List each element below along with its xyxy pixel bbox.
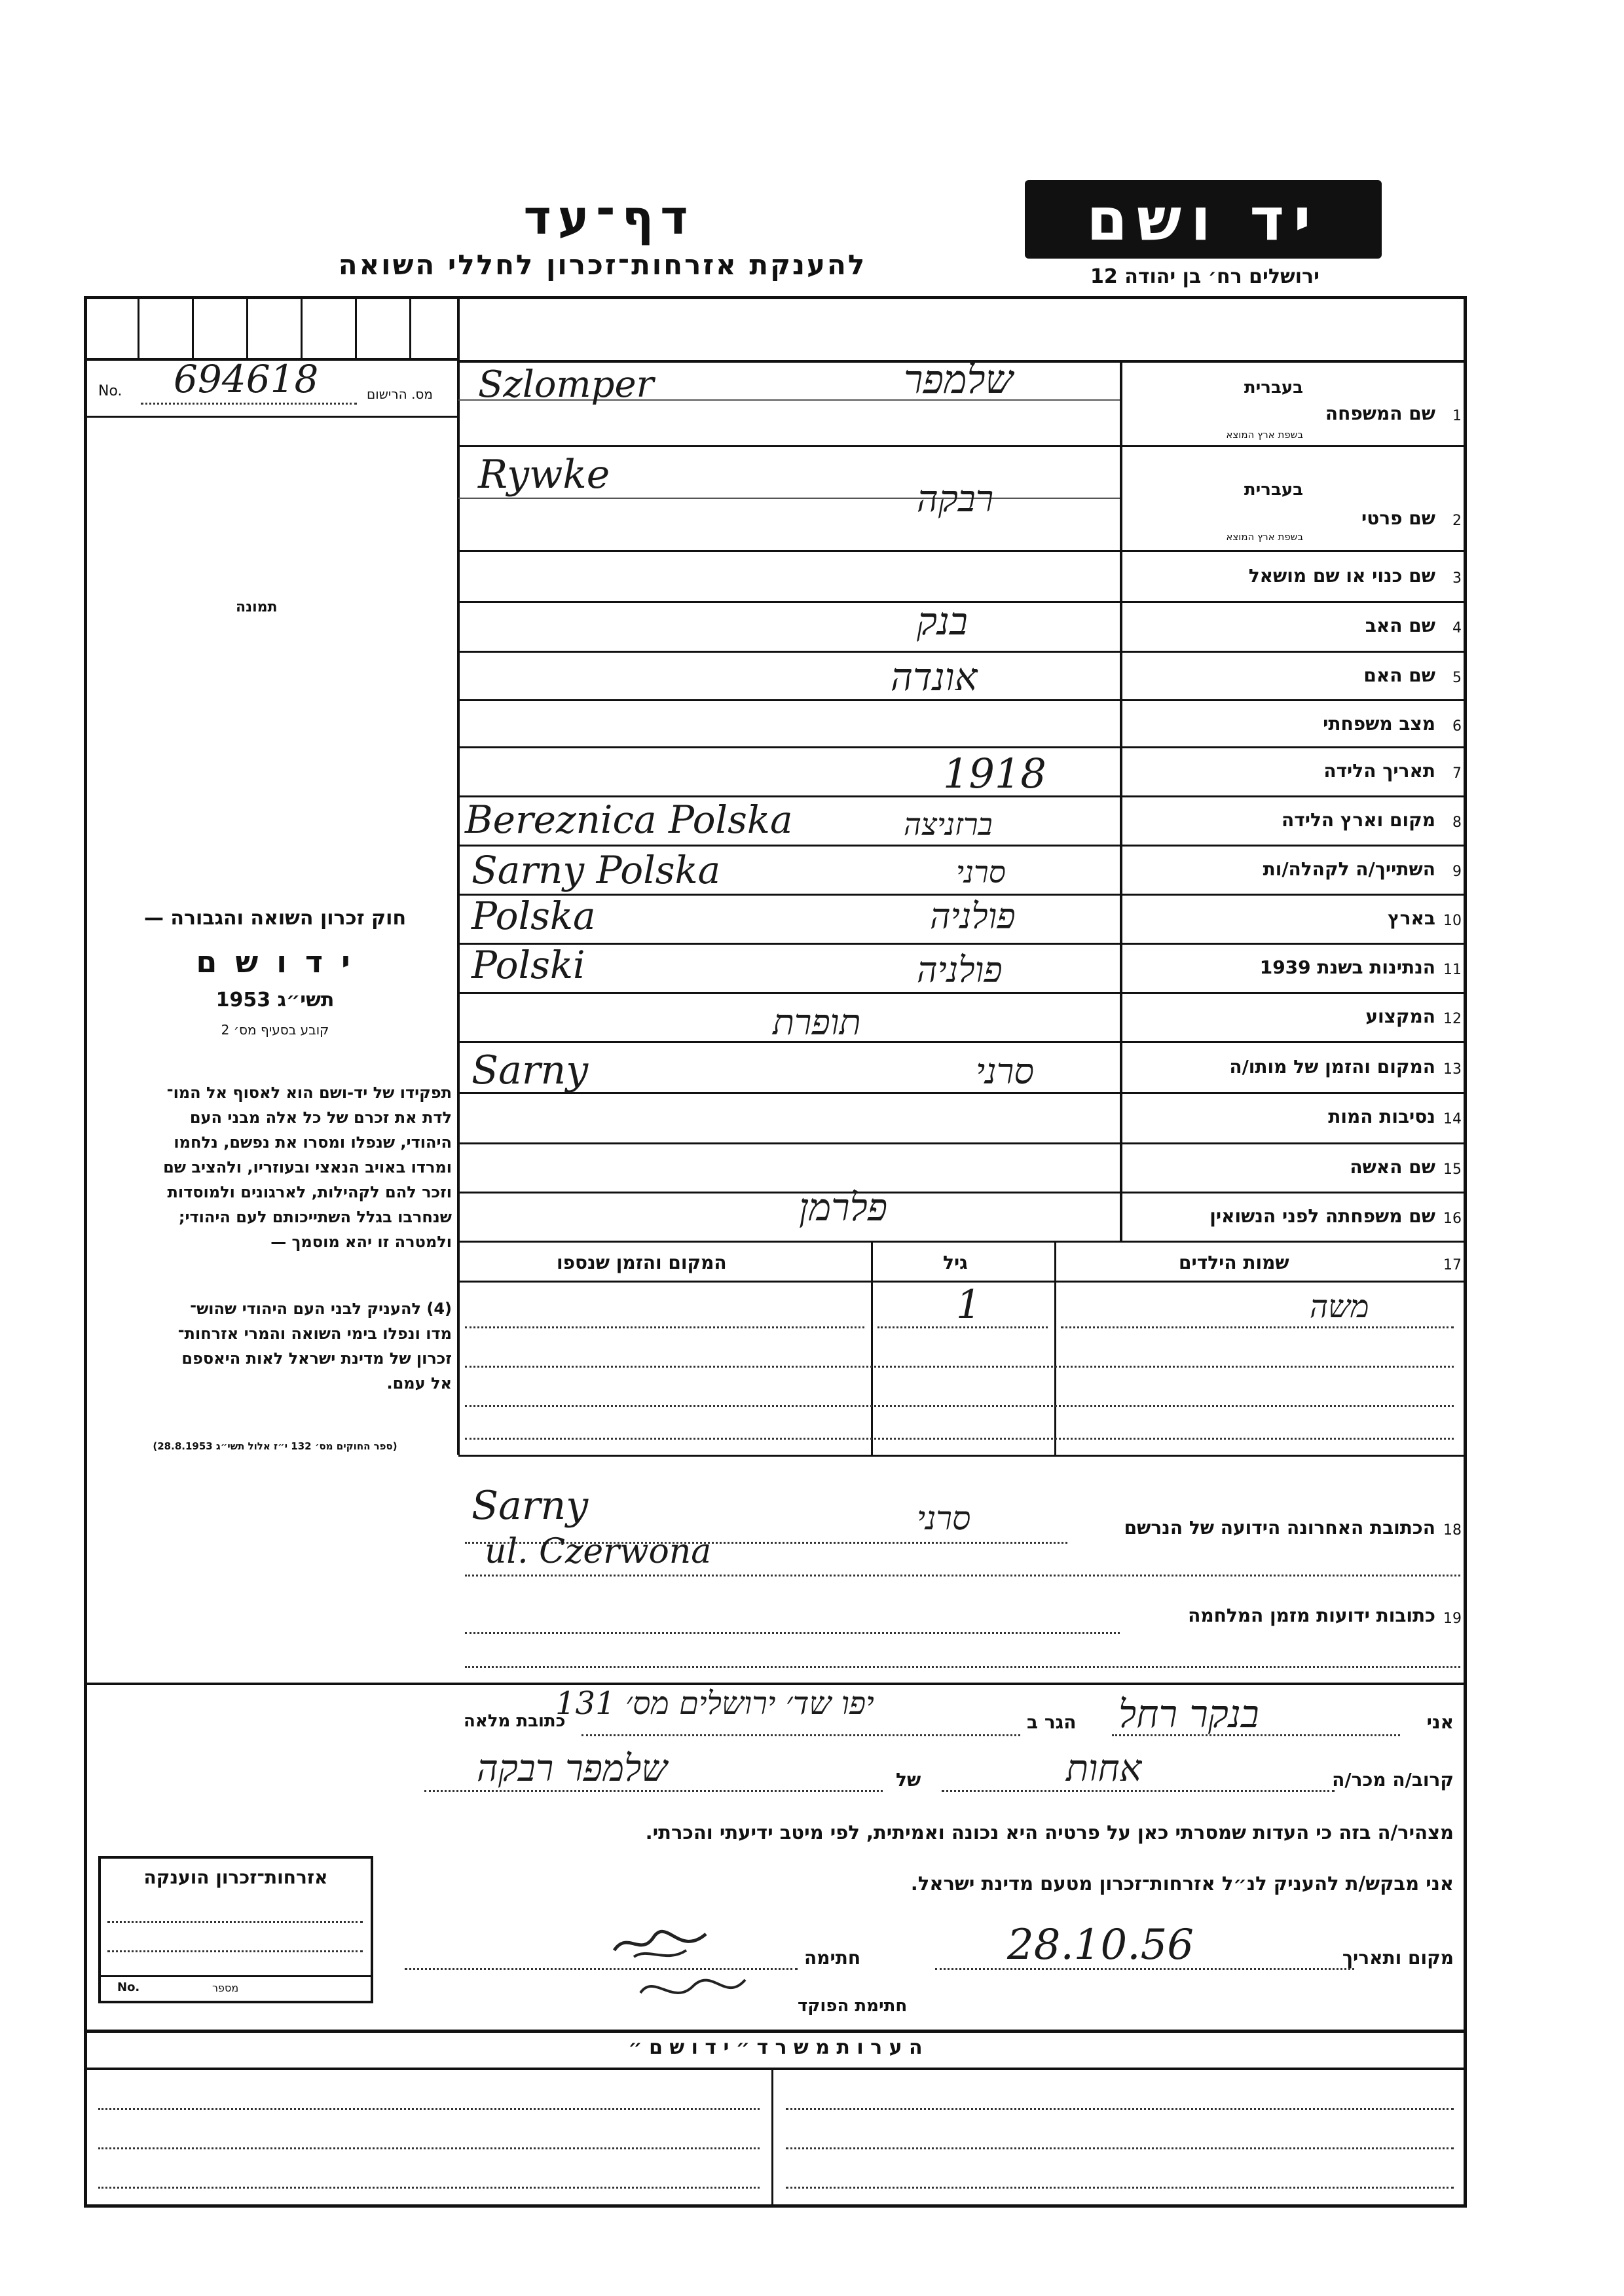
field-5: 5 שם האם	[1363, 665, 1462, 686]
field-1-hebrew-value: שלמפר	[904, 357, 1014, 403]
citizenship-granted-box: אזרחות־זכרון הוענקה No. מספר	[98, 1856, 373, 2003]
field-6: 6 מצב משפחתי	[1323, 713, 1462, 735]
field-10-latin-value: Polska	[471, 894, 596, 938]
notes-title: ה ע ר ו ת מ ש ר ד ״ י ד ו ש ם ״	[628, 2036, 923, 2059]
field-12: 12 המקצוע	[1365, 1006, 1462, 1027]
col-children-age: גיל	[943, 1252, 968, 1273]
declarant-address: יפו שד׳ ירושלים מס׳ 131	[555, 1685, 874, 1722]
field-1: 1 שם המשפחה בעברית בשפת ארץ המוצא	[1226, 378, 1462, 441]
yad-vashem-logo	[1025, 180, 1382, 259]
declaration-statement-1: מצהיר/ה בזה כי העדות שמסרתי כאן על פרטיה היא נכונה ואמיתית, לפי מיטב ידיעתי והכרתי.	[645, 1821, 1454, 1844]
field-7-hebrew-value: 1918	[943, 750, 1046, 797]
notes-divider	[771, 2069, 773, 2206]
registration-boxes	[84, 296, 457, 361]
field-15: 15 שם האשה	[1350, 1156, 1462, 1178]
page-subtitle: להענקת אזרחות־זכרון לחללי השואה	[338, 249, 867, 281]
registration-number: 694618	[174, 357, 319, 401]
photo-label: תמונה	[236, 599, 278, 615]
field-8-latin-value: Bereznica Polska	[465, 797, 793, 842]
field-18-latin-line-2: ul. Czerwona	[485, 1532, 712, 1571]
field-2-hebrew-value: רבקה	[917, 478, 994, 520]
child-1-name: משה	[1310, 1288, 1369, 1325]
law-year: תשי״ג 1953	[215, 989, 335, 1011]
col-children-place: המקום והזמן שנספו	[557, 1252, 727, 1273]
field-2-latin-value: Rywke	[478, 452, 610, 498]
field-13: 13 המקום והזמן של מותו/ה	[1229, 1056, 1462, 1078]
field-18-latin-line-1: Sarny	[471, 1483, 589, 1529]
field-18: 18 הכתובת האחרונה הידועה של הנרשם סרני Sarny ul. Czerwona 19 כתובות ידועות מזמן המלחמה	[458, 1457, 1467, 1653]
declaration-date: 28.10.56	[1007, 1921, 1194, 1969]
law-paragraph-1: תפקידו של יד-ושם הוא לאסוף אל המו־ לדת את זכרם של כל אלה מבני העם היהודי, שנפלו ומסרו את נפשם, נלחמו ומרדו באויב הנאצי ובעוזריו, ולהציב שם וזכר להם לקהילות, לארגונים ולמוסדות שנחרבו בגלל השתייכותם לעם היהודי; ולמטרה זו יהא מוסמך —	[163, 1084, 452, 1251]
field-11-latin-value: Polski	[471, 943, 585, 987]
header	[0, 0, 1624, 301]
logo-text: יד ושם	[1086, 185, 1320, 254]
declared-person: שלמפר רבקה	[477, 1747, 667, 1790]
field-8-hebrew-value: ברזניצה	[904, 807, 993, 842]
children-table: 17 שמות הילדים גיל המקום והזמן שנספו משה 1	[458, 1243, 1467, 1455]
field-9: 9 השתייך/ה לקהלה/ות	[1263, 858, 1462, 880]
field-5-hebrew-value: אונדה	[891, 655, 978, 699]
declarant-relation: אחות	[1066, 1747, 1142, 1790]
field-3: 3 שם כנוי או שם מושאל	[1248, 565, 1462, 587]
law-citation: (ספר החוקים מס׳ 132 י״ז אלול תשי״ג 28.8.1953)	[153, 1440, 397, 1452]
registration-no-label: No.	[98, 383, 122, 399]
field-4-hebrew-value: בנק	[917, 599, 968, 644]
law-name: י ד ו ש ם	[196, 944, 354, 979]
law-section: קובע בסעיף מס׳ 2	[221, 1022, 329, 1038]
declarant-signature	[608, 1918, 712, 1970]
field-9-hebrew-value: סרני	[956, 854, 1006, 890]
field-11-hebrew-value: פולניה	[917, 949, 1003, 991]
field-9-latin-value: Sarny Polska	[471, 848, 721, 892]
logo-address: ירושלים רח׳ בן יהודה 12	[1090, 265, 1320, 288]
field-13-latin-value: Sarny	[471, 1048, 589, 1093]
field-1-latin-value: Szlomper	[478, 363, 654, 406]
registration-label: מס. הרישום	[367, 386, 433, 402]
field-7: 7 תאריך הלידה	[1323, 760, 1462, 782]
field-14: 14 נסיבות המות	[1328, 1106, 1462, 1127]
field-10-hebrew-value: פולניה	[930, 896, 1016, 937]
field-19-label: כתובות ידועות מזמן המלחמה	[1188, 1605, 1435, 1626]
law-heading: חוק זכרון השואה והגבורה —	[143, 907, 407, 930]
field-8: 8 מקום וארץ הלידה	[1282, 809, 1462, 831]
officer-signature	[634, 1967, 752, 2013]
child-1-age: 1	[956, 1282, 982, 1328]
field-2: 2 שם פרטי בעברית בשפת ארץ המוצא	[1226, 480, 1462, 543]
law-paragraph-2: (4) להעניק לבני העם היהודי שהוש־ מדו ונפלו בימי השואה והמרי אזרחות־ זכרון של מדינת ישראל לאות היאספם אל עמם.	[177, 1300, 452, 1393]
field-16: 16 שם משפחתה לפני הנשואין	[1209, 1205, 1462, 1227]
page-title: דף־עד	[523, 190, 695, 245]
col-children-names: שמות הילדים	[1179, 1252, 1289, 1273]
law-block	[98, 907, 452, 1038]
field-13-hebrew-value: סרני	[976, 1051, 1034, 1092]
field-18-hebrew-value: סרני	[917, 1499, 971, 1537]
declaration-statement-2: אני מבקש/ת להעניק לנ״ל אזרחות־זכרון מטעם מדינת ישראל.	[910, 1872, 1454, 1895]
field-16-hebrew-value: פלרמן	[799, 1185, 888, 1230]
field-12-hebrew-value: תופרת	[773, 1002, 861, 1043]
field-4: 4 שם האב	[1365, 615, 1462, 636]
declarant-name: בנקר רחל	[1118, 1692, 1259, 1736]
field-11: 11 הנתינות בשנת 1939	[1259, 957, 1462, 978]
declaration: אני בנקר רחל הגר ב יפו שד׳ ירושלים מס׳ 131 כתובת מלאה קרוב/ה מכר/ה אחות של שלמפר רבקה מצהיר/ה בזה כי העדות שמסרתי כאן על פרטיה היא נכונה ואמיתית, לפי מיטב ידיעתי והכרתי. אני מבקש/ת להעניק לנ״ל אזרחות־זכרון מטעם מדינת ישראל. מקום ותאריך 28.10.56 חתימה חתימת הפוקד	[84, 1685, 1467, 2032]
field-10: 10 בארץ	[1388, 907, 1462, 929]
